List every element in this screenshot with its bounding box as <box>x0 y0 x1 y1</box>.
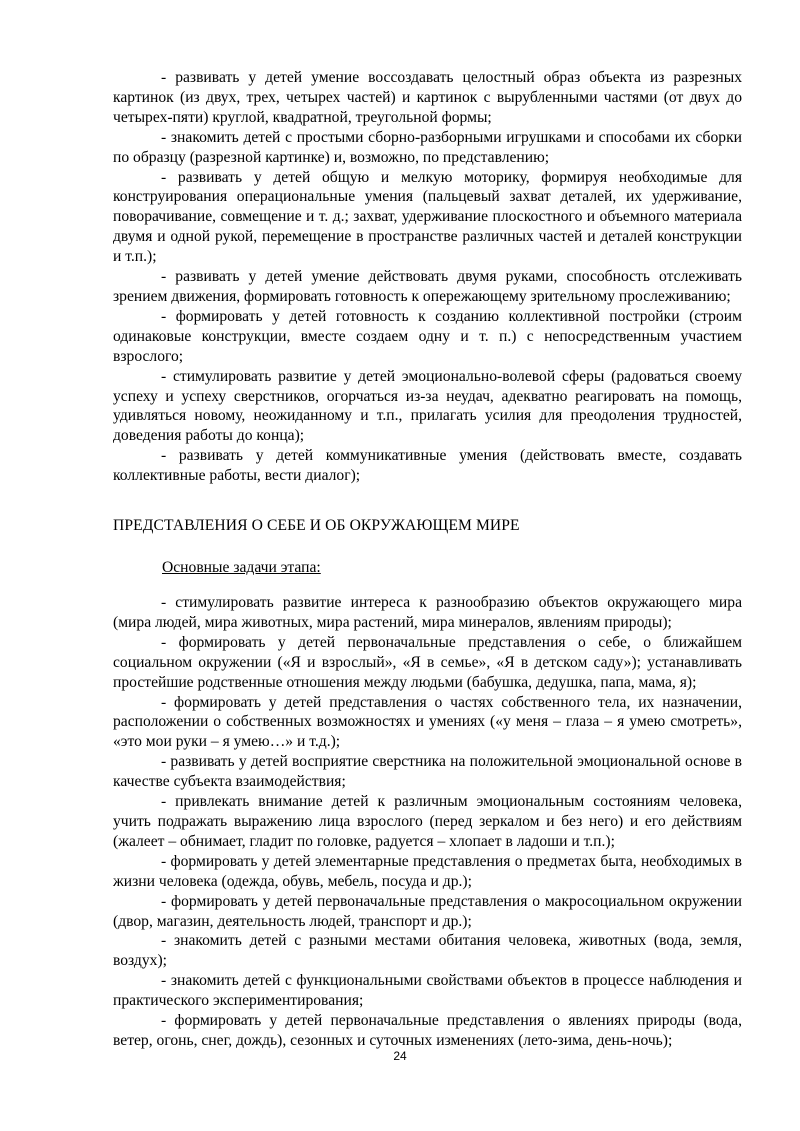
list-item: - знакомить детей с разными местами обитания человека, животных (вода, земля, воздух); <box>113 932 742 970</box>
list-item: - стимулировать развитие у детей эмоционально-волевой сферы (радоваться своему успеху и успеху сверстников, огорчаться из-за неудач, адекватно реагировать на помощь, удивляться новому, неожиданному и т.п., прилагать усилия для преодоления трудностей, доведения работы до конца); <box>113 367 742 445</box>
list-item: - формировать у детей представления о частях собственного тела, их назначении, расположении о собственных возможностях и умениях («у меня – глаза – я умею смотреть», «это мои руки – я умею…» и т.д.); <box>113 693 742 751</box>
section-subheading: Основные задачи этапа: <box>162 559 321 576</box>
list-item: - формировать у детей первоначальные представления о себе, о ближайшем социальном окружении («Я и взрослый», «Я в семье», «Я в детском саду»); устанавливать простейшие родственные отношения между людьми (бабушка, дедушка, папа, мама, я); <box>113 633 742 691</box>
list-item: - стимулировать развитие интереса к разнообразию объектов окружающего мира (мира людей, мира животных, мира растений, мира минералов, явлениям природы); <box>113 594 742 631</box>
task-list-world <box>113 593 742 1051</box>
list-item: - развивать у детей коммуникативные умения (действовать вместе, создавать коллективные работы, вести диалог); <box>113 447 742 485</box>
list-item: - развивать у детей восприятие сверстника на положительной эмоциональной основе в качестве субъекта взаимодействия; <box>113 753 742 791</box>
page-number: 24 <box>393 1049 407 1063</box>
section-heading: ПРЕДСТАВЛЕНИЯ О СЕБЕ И ОБ ОКРУЖАЮЩЕМ МИРЕ <box>113 517 520 534</box>
list-item: - формировать у детей первоначальные представления о макросоциальном окружении (двор, магазин, деятельность людей, транспорт и др.); <box>113 892 742 930</box>
list-item: - формировать у детей готовность к созданию коллективной постройки (строим одинаковые конструкции, вместе создаем одну и т. п.) с непосредственным участием взрослого; <box>113 307 742 365</box>
list-item: - привлекать внимание детей к различным эмоциональным состояниям человека, учить подражать выражению лица взрослого (перед зеркалом и без него) и его действиям (жалеет – обнимает, гладит по головке, радуется – хлопает в ладоши и т.п.); <box>113 793 742 850</box>
list-item: - знакомить детей с функциональными свойствами объектов в процессе наблюдения и практического экспериментирования; <box>113 972 742 1010</box>
task-list-construction <box>113 68 742 486</box>
list-item: - развивать у детей общую и мелкую моторику, формируя необходимые для конструирования операциональные умения (пальцевый захват деталей, их удерживание, поворачивание, совмещение и т. д.; захват, удерживание плоскостного и объемного материала двумя и одной рукой, перемещение в пространстве различных частей и деталей конструкции и т.п.); <box>113 168 742 266</box>
list-item: - развивать у детей умение действовать двумя руками, способность отслеживать зрением движения, формировать готовность к опережающему зрительному прослеживанию; <box>113 268 742 305</box>
list-item: - знакомить детей с простыми сборно-разборными игрушками и способами их сборки по образцу (разрезной картинке) и, возможно, по представлению; <box>113 128 742 166</box>
list-item: - формировать у детей элементарные представления о предметах быта, необходимых в жизни человека (одежда, обувь, мебель, посуда и др.); <box>113 852 742 890</box>
list-item: - развивать у детей умение воссоздавать целостный образ объекта из разрезных картинок (из двух, трех, четырех частей) и картинок с вырубленными частями (от двух до четырех-пяти) круглой, квадратной, треугольной формы; <box>113 69 742 126</box>
list-item: - формировать у детей первоначальные представления о явлениях природы (вода, ветер, огонь, снег, дождь), сезонных и суточных изменениях (лето-зима, день-ночь); <box>113 1012 742 1049</box>
